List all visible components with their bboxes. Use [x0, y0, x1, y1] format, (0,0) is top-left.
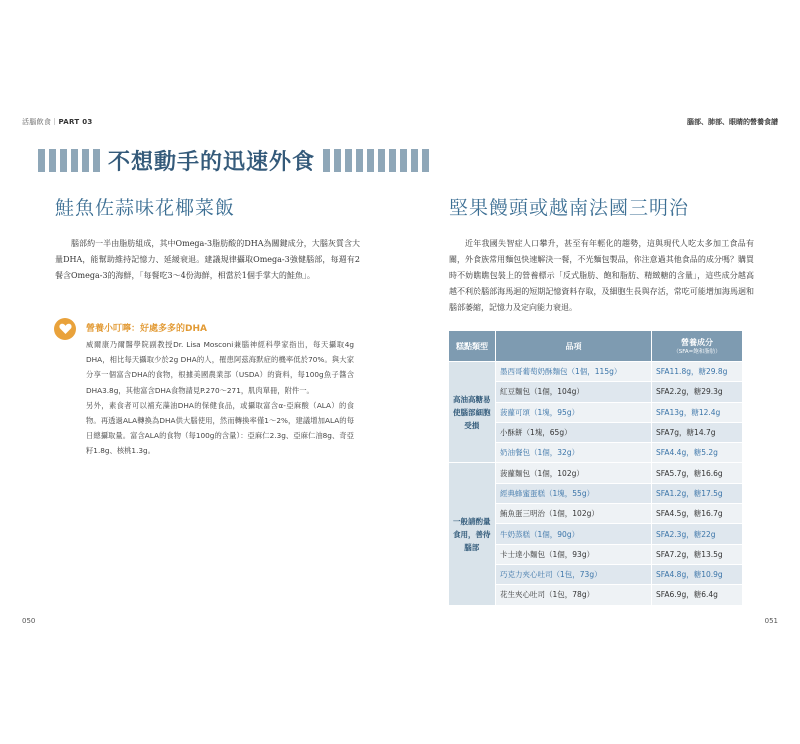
item-cell: 墨西哥葡萄奶酥麵包（1個，115g） — [496, 362, 652, 382]
nutrition-value-cell: SFA4.5g，糖16.7g — [652, 504, 743, 524]
item-cell: 經典蜂蜜蛋糕（1塊，55g） — [496, 483, 652, 503]
header-category — [449, 331, 496, 362]
header-part: PART 03 — [58, 118, 93, 126]
nutrition-value-cell: SFA4.8g，糖10.9g — [652, 564, 743, 584]
recipe-title-left: 鮭魚佐蒜味花椰菜飯 — [55, 197, 236, 219]
item-cell: 鮪魚蛋三明治（1個，102g） — [496, 504, 652, 524]
table-row — [449, 362, 743, 382]
header-nutrition — [652, 331, 743, 362]
nutrition-value-cell: SFA7.2g，糖13.5g — [652, 544, 743, 564]
item-cell: 巧克力夾心吐司（1包，73g） — [496, 564, 652, 584]
recipe-title-right: 堅果饅頭或越南法國三明治 — [449, 197, 690, 219]
nutrition-table-body — [449, 362, 743, 606]
item-cell: 小酥餅（1塊，65g） — [496, 422, 652, 442]
item-cell: 卡士達小麵包（1個，93g） — [496, 544, 652, 564]
body-paragraph-left: 腦部約一半由脂肪組成，其中Omega-3脂肪酸的DHA為關鍵成分，大腦灰質含大量DHA，能幫助維持記憶力、延緩衰退。建議規律攝取Omega-3強健腦部，每週有2餐含Omega-3的海鮮，「每餐吃3～4份海鮮，相當於1個手掌大的鮭魚」。 — [55, 239, 360, 280]
header-item: 品項 — [496, 331, 652, 362]
running-header-left: 活腦飲食｜PART 03 — [22, 118, 93, 126]
header-nutrition-label: 營養成分 — [681, 337, 713, 347]
page-number-left: 050 — [22, 617, 36, 625]
category-cell: 高油高糖易使腦部細胞受損 — [449, 362, 496, 463]
nutrition-value-cell: SFA2.2g，糖29.3g — [652, 382, 743, 402]
item-cell: 菠蘿可頌（1塊，95g） — [496, 402, 652, 422]
heart-icon — [54, 318, 76, 340]
banner-title: 不想動手的迅速外食 — [108, 148, 316, 175]
tip-paragraph: 另外，素食者可以補充藻油DHA的保健食品，或攝取富含α-亞麻酸（ALA）的食物。再透過ALA轉換為DHA供大腦使用，然而轉換率僅1～2%，建議增加ALA的每日總攝取量。富含ALA的食物（每100g的含量）：亞麻仁2.3g、亞麻仁油8g、奇亞籽1.8g、核桃1.3g。 — [86, 400, 354, 456]
tip-paragraph: 威爾康乃爾醫學院副教授Dr. Lisa Mosconi兼腦神經科學家指出，每天攝取4g DHA，相比每天攝取少於2g DHA的人，罹患阿茲海默症的機率低於70%。與大家分享一個富含DHA的食物，根據美國農業部（USDA）的資料，每100g魚子醬含DHA3.8g，其他富含DHA食物請見P.270～271，肌肉單冊，附件一。 — [86, 340, 354, 395]
item-cell: 牛奶蒸糕（1個，90g） — [496, 524, 652, 544]
item-cell: 花生夾心吐司（1包，78g） — [496, 585, 652, 605]
banner-bars-left — [38, 149, 100, 172]
tip-text — [86, 337, 354, 459]
nutrition-table — [448, 330, 743, 606]
header-nutrition-sub: （SFA=飽和脂肪） — [673, 348, 721, 355]
category-cell: 一般請酌量食用，善待腦部 — [449, 463, 496, 605]
item-cell: 奶油餐包（1個，32g） — [496, 443, 652, 463]
header-category-label: 糕點類型 — [456, 341, 488, 351]
nutrition-value-cell: SFA4.4g，糖5.2g — [652, 443, 743, 463]
nutrition-value-cell: SFA5.7g，糖16.6g — [652, 463, 743, 483]
body-paragraph-right: 近年我國失智症人口攀升，甚至有年輕化的趨勢，這與現代人吃太多加工食品有關，外食族常用麵包快速解決一餐，不光麵包製品，你注意過其他食品的成分嗎？購買時不妨瞧瞧包裝上的營養標示「反式脂肪、飽和脂肪、精緻糖的含量」，這些成分越高越不利於腦部海馬迴的短期記憶資料存取，及細胞生長與存活，常吃可能增加海馬迴和腦部萎縮，記憶力及定向能力衰退。 — [449, 239, 754, 312]
nutrition-value-cell: SFA13g，糖12.4g — [652, 402, 743, 422]
table-row — [449, 463, 743, 483]
nutrition-value-cell: SFA11.8g，糖29.8g — [652, 362, 743, 382]
nutrition-value-cell: SFA1.2g，糖17.5g — [652, 483, 743, 503]
item-cell: 菠蘿麵包（1個，102g） — [496, 463, 652, 483]
header-prefix: 活腦飲食 — [22, 118, 52, 126]
nutrition-value-cell: SFA6.9g，糖6.4g — [652, 585, 743, 605]
chapter-banner — [38, 142, 400, 178]
nutrition-value-cell: SFA2.3g，糖22g — [652, 524, 743, 544]
item-cell: 紅豆麵包（1個，104g） — [496, 382, 652, 402]
page-number-right: 051 — [764, 617, 778, 625]
running-header-right: 腦部、肺部、眼睛的營養食譜 — [687, 118, 778, 126]
nutrition-value-cell: SFA7g，糖14.7g — [652, 422, 743, 442]
tip-title: 營養小叮嚀：好處多多的DHA — [86, 324, 207, 334]
